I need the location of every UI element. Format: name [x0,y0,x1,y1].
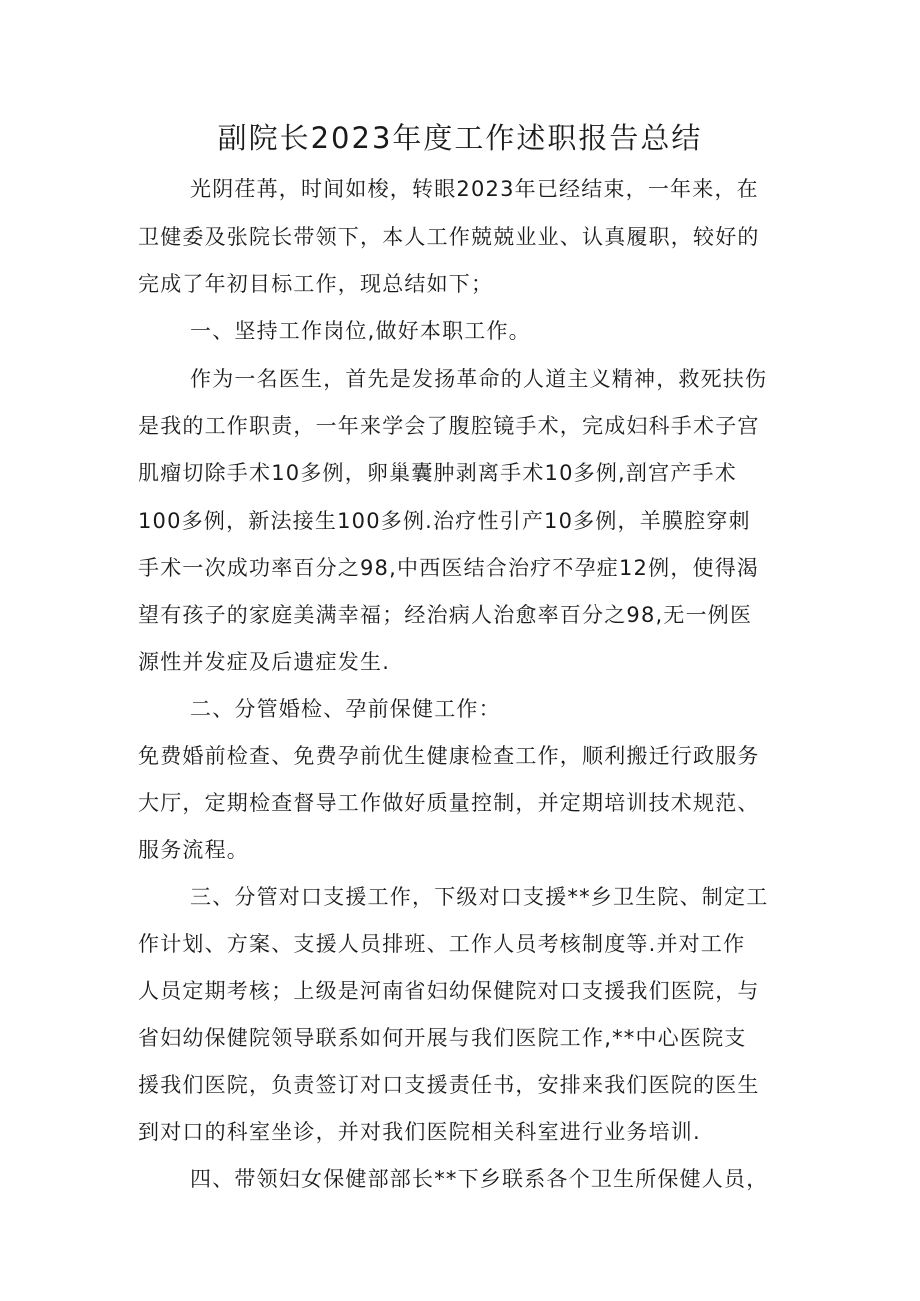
paragraph-line: 省妇幼保健院领导联系如何开展与我们医院工作,**中心医院支 [138,1026,747,1050]
paragraph-line: 100多例，新法接生100多例.治疗性引产10多例，羊膜腔穿刺 [138,509,751,533]
section-heading: 四、带领妇女保健部部长**下乡联系各个卫生所保健人员， [190,1167,769,1191]
paragraph-line: 完成了年初目标工作，现总结如下； [138,272,494,296]
document-title: 副院长2023年度工作述职报告总结 [217,121,703,155]
section-heading: 二、分管婚检、孕前保健工作： [190,697,501,721]
paragraph-line: 作计划、方案、支援人员排班、工作人员考核制度等.并对工作 [138,932,746,956]
paragraph-line: 人员定期考核；上级是河南省妇幼保健院对口支援我们医院，与 [138,979,760,1003]
paragraph-line: 手术一次成功率百分之98,中西医结合治疗不孕症12例，使得渴 [138,556,760,580]
section-heading: 三、分管对口支援工作，下级对口支援**乡卫生院、制定工 [190,885,769,909]
paragraph-line: 免费婚前检查、免费孕前优生健康检查工作，顺利搬迁行政服务 [138,744,760,768]
paragraph-line: 源性并发症及后遗症发生. [138,650,391,674]
paragraph-line: 服务流程。 [138,838,249,862]
paragraph-line: 望有孩子的家庭美满幸福；经治病人治愈率百分之98,无一例医 [138,603,753,627]
paragraph-line: 大厅，定期检查督导工作做好质量控制，并定期培训技术规范、 [138,791,760,815]
section-heading: 一、坚持工作岗位,做好本职工作。 [190,319,531,343]
paragraph-line: 是我的工作职责，一年来学会了腹腔镜手术，完成妇科手术子宫 [138,414,760,438]
paragraph-line: 作为一名医生，首先是发扬革命的人道主义精神，救死扶伤 [190,367,768,391]
paragraph-line: 光阴荏苒，时间如梭，转眼2023年已经结束，一年来，在 [190,177,759,201]
paragraph-line: 援我们医院，负责签订对口支援责任书，安排来我们医院的医生 [138,1073,760,1097]
paragraph-line: 卫健委及张院长带领下，本人工作兢兢业业、认真履职，较好的 [138,225,760,249]
paragraph-line: 肌瘤切除手术10多例，卵巢囊肿剥离手术10多例,剖宫产手术 [138,461,737,485]
paragraph-line: 到对口的科室坐诊，并对我们医院相关科室进行业务培训. [138,1120,701,1144]
